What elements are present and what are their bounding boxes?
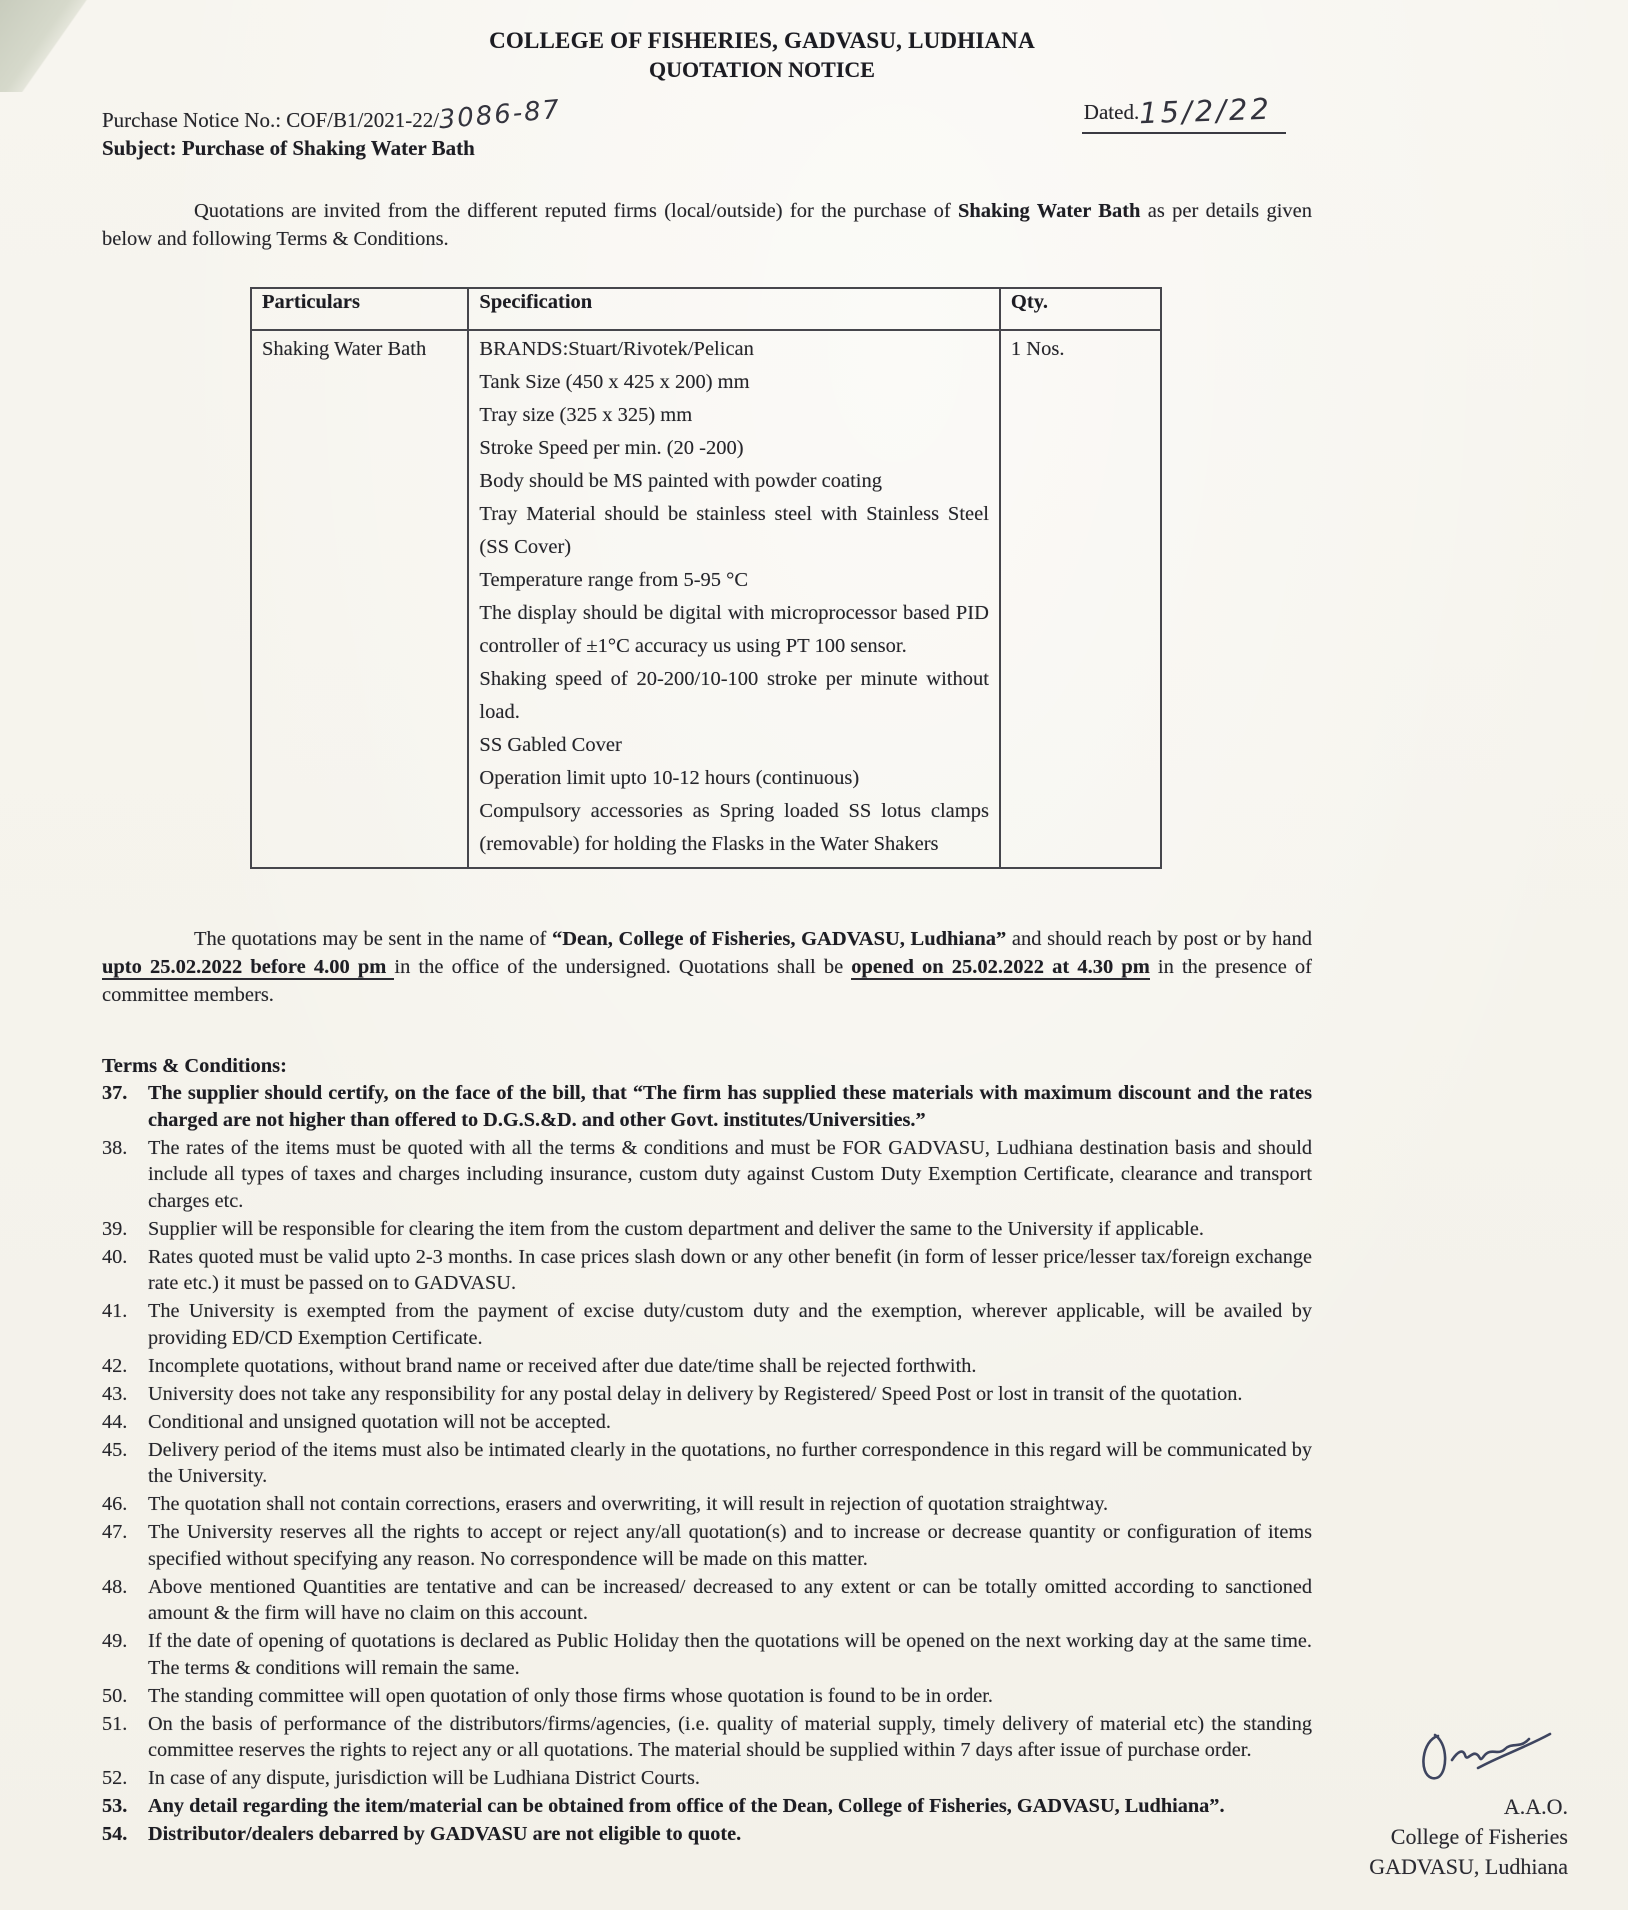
term-number: 53. — [102, 1795, 128, 1817]
term-number: 42. — [102, 1354, 128, 1377]
dispatch-deadline: upto 25.02.2022 before 4.00 pm — [102, 956, 395, 978]
page-title: COLLEGE OF FISHERIES, GADVASU, LUDHIANA — [489, 28, 1035, 53]
term-item-47 — [102, 1519, 1312, 1572]
spec-line: Body should be MS painted with powder coating — [479, 470, 882, 492]
term-text: Above mentioned Quantities are tentative and can be increased/ decreased to any extent or can be totally omitted according to sanctioned amount & the firm will have no claim on this account. — [148, 1575, 1312, 1624]
dispatch-part1: The quotations may be sent in the name of — [194, 928, 552, 950]
term-item-38 — [102, 1135, 1312, 1215]
spec-line: Tray size (325 x 325) mm — [479, 404, 693, 426]
meta-row — [102, 92, 1312, 134]
term-text: Any detail regarding the item/material can be obtained from office of the Dean, College of Fisheries, GADVASU, Ludhiana”. — [148, 1795, 1225, 1817]
table-header-row — [251, 288, 1161, 330]
term-text: The supplier should certify, on the face of the bill, that “The firm has supplied these materials with maximum discount and the rates charged are not higher than offered to D.G.S.&D. and other Govt. institutes/Universities.” — [148, 1082, 1312, 1131]
term-text: Supplier will be responsible for clearing the item from the custom department and deliver the same to the University if applicable. — [148, 1217, 1205, 1240]
term-item-41 — [102, 1298, 1312, 1351]
term-item-44 — [102, 1409, 1312, 1436]
term-item-37 — [102, 1080, 1312, 1133]
term-text: In case of any dispute, jurisdiction will be Ludhiana District Courts. — [148, 1767, 700, 1789]
column-header-specification: Specification — [468, 288, 1000, 330]
cell-particulars: Shaking Water Bath — [251, 330, 468, 868]
column-header-particulars: Particulars — [251, 288, 468, 330]
intro-part2: as per details given below and following Terms & Conditions. — [102, 200, 1312, 250]
term-text: On the basis of performance of the distributors/firms/agencies, (i.e. quality of material supply, timely delivery of material etc) the standing committee reserves the rights to reject any or all quotations. The material should be supplied within 7 days after issue of purchase order. — [148, 1712, 1312, 1761]
purchase-notice-label: Purchase Notice No.: COF/B1/2021-22/ — [102, 108, 440, 132]
term-text: Incomplete quotations, without brand name or received after due date/time shall be rejected forthwith. — [148, 1354, 977, 1377]
term-number: 46. — [102, 1493, 128, 1515]
term-item-51 — [102, 1711, 1312, 1764]
handwritten-date: 15/2/22 — [1138, 91, 1273, 131]
term-text: The rates of the items must be quoted with all the terms & conditions and must be FOR GADVASU, Ludhiana destination basis and should include all types of taxes and charges including insurance, custom duty against Custom Duty Exemption Certificate, clearance and transport charges etc. — [148, 1136, 1312, 1212]
term-number: 47. — [102, 1521, 128, 1543]
dated-underline — [1082, 92, 1286, 134]
term-item-53 — [102, 1793, 1312, 1820]
term-number: 48. — [102, 1575, 128, 1598]
intro-bold-item-name: Shaking Water Bath — [958, 200, 1141, 222]
dispatch-part2: and should reach by post or by hand — [1006, 928, 1312, 950]
signature-block — [1369, 1726, 1568, 1882]
term-number: 37. — [102, 1082, 128, 1104]
term-number: 40. — [102, 1245, 128, 1268]
dispatch-paragraph — [102, 925, 1312, 1009]
spec-line: BRANDS:Stuart/Rivotek/Pelican — [479, 338, 754, 360]
spec-line: Stroke Speed per min. (20 -200) — [479, 437, 744, 459]
column-header-qty: Qty. — [1000, 288, 1161, 330]
terms-heading: Terms & Conditions: — [102, 1055, 287, 1077]
term-number: 39. — [102, 1217, 128, 1240]
intro-part1: Quotations are invited from the different reputed firms (local/outside) for the purchase of — [194, 200, 958, 222]
spec-line: The display should be digital with microprocessor based PID controller of ±1°C accuracy us using PT 100 sensor. — [479, 602, 989, 657]
signatory-org-line1: College of Fisheries — [1390, 1824, 1568, 1849]
term-item-39 — [102, 1216, 1312, 1243]
term-item-45 — [102, 1437, 1312, 1490]
term-item-48 — [102, 1574, 1312, 1627]
term-text: If the date of opening of quotations is declared as Public Holiday then the quotations will be opened on the next working day at the same time. The terms & conditions will remain the same. — [148, 1630, 1312, 1679]
terms-list — [102, 1080, 1312, 1848]
items-table — [250, 287, 1162, 869]
spec-line: Compulsory accessories as Spring loaded SS lotus clamps (removable) for holding the Flasks in the Water Shakers — [479, 800, 989, 855]
dispatch-part3: in the office of the undersigned. Quotations shall be — [394, 956, 852, 978]
spec-line: Tank Size (450 x 425 x 200) mm — [479, 371, 750, 393]
cell-qty: 1 Nos. — [1000, 330, 1161, 868]
dispatch-part4: in the presence of committee members. — [102, 956, 1312, 1006]
handwritten-notice-number: 3086-87 — [437, 94, 563, 136]
term-number: 44. — [102, 1410, 128, 1433]
term-number: 51. — [102, 1712, 128, 1735]
page-subtitle: QUOTATION NOTICE — [649, 57, 875, 82]
dispatch-opening-time: opened on 25.02.2022 at 4.30 pm — [851, 956, 1150, 978]
intro-paragraph — [102, 197, 1312, 253]
dispatch-addressee: “Dean, College of Fisheries, GADVASU, Ludhiana” — [552, 928, 1007, 950]
term-item-40 — [102, 1244, 1312, 1297]
scan-corner-artifact — [0, 0, 118, 92]
spec-line: Shaking speed of 20-200/10-100 stroke per minute without load. — [479, 668, 989, 723]
document-header — [212, 26, 1312, 84]
term-item-49 — [102, 1628, 1312, 1681]
term-item-43 — [102, 1381, 1312, 1408]
term-item-46 — [102, 1491, 1312, 1518]
term-number: 50. — [102, 1684, 128, 1707]
term-text: The University reserves all the rights to accept or reject any/all quotation(s) and to increase or decrease quantity or configuration of items specified without specifying any reason. No correspondence will be made on this matter. — [148, 1521, 1312, 1570]
term-number: 45. — [102, 1438, 128, 1461]
signatory-org-line2: GADVASU, Ludhiana — [1369, 1854, 1568, 1879]
term-number: 38. — [102, 1136, 128, 1159]
term-number: 49. — [102, 1630, 128, 1652]
term-item-50 — [102, 1683, 1312, 1710]
subject-line: Subject: Purchase of Shaking Water Bath — [102, 136, 475, 160]
dated-label: Dated. — [1083, 100, 1140, 124]
term-text: The quotation shall not contain corrections, erasers and overwriting, it will result in rejection of quotation straightway. — [148, 1493, 1109, 1515]
table-row — [251, 330, 1161, 868]
signature-scribble — [1408, 1726, 1558, 1790]
term-text: University does not take any responsibility for any postal delay in delivery by Registered/ Speed Post or lost in transit of the quotation. — [148, 1382, 1243, 1405]
term-item-52 — [102, 1765, 1312, 1792]
term-number: 52. — [102, 1767, 128, 1789]
term-item-54 — [102, 1821, 1312, 1848]
term-text: Rates quoted must be valid upto 2-3 months. In case prices slash down or any other benefit (in form of lesser price/lesser tax/foreign exchange rate etc.) it must be passed on to GADVASU. — [148, 1245, 1312, 1294]
term-text: Distributor/dealers debarred by GADVASU are not eligible to quote. — [148, 1823, 742, 1845]
spec-line: Temperature range from 5-95 °C — [479, 569, 749, 591]
term-text: Conditional and unsigned quotation will not be accepted. — [148, 1410, 611, 1433]
term-number: 41. — [102, 1300, 128, 1322]
term-item-42 — [102, 1353, 1312, 1380]
purchase-notice-number — [102, 94, 563, 136]
term-text: Delivery period of the items must also be intimated clearly in the quotations, no further correspondence in this regard will be communicated by the University. — [148, 1438, 1312, 1487]
spec-line: SS Gabled Cover — [479, 734, 622, 756]
term-number: 54. — [102, 1823, 128, 1845]
term-number: 43. — [102, 1382, 128, 1405]
term-text: The standing committee will open quotation of only those firms whose quotation is found to be in order. — [148, 1684, 993, 1707]
spec-line: Operation limit upto 10-12 hours (continuous) — [479, 767, 860, 789]
signatory-designation: A.A.O. — [1503, 1794, 1568, 1819]
cell-specification — [468, 330, 1000, 868]
dated-field — [1082, 92, 1286, 134]
term-text: The University is exempted from the payment of excise duty/custom duty and the exemption, wherever applicable, will be availed by providing ED/CD Exemption Certificate. — [148, 1300, 1312, 1349]
spec-line: Tray Material should be stainless steel with Stainless Steel (SS Cover) — [479, 503, 989, 558]
